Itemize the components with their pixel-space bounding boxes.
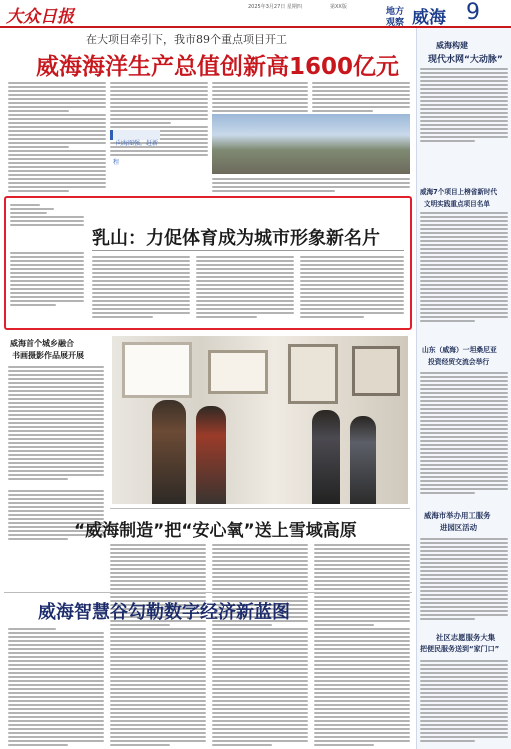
photo-person-2 <box>196 406 226 504</box>
sidebar-headline-5b: 把便民服务送到“家门口” <box>420 645 500 653</box>
sidebar-text-4 <box>420 538 508 620</box>
place-name: 威海 <box>412 8 446 28</box>
masthead-date: 2025年3月27日 星期四 <box>248 4 302 10</box>
banner-rule-top <box>110 508 410 509</box>
photo-wall-art-2 <box>208 350 268 394</box>
photo-wall-art-1 <box>122 342 192 398</box>
subhead-badge <box>110 130 160 166</box>
exhibition-photo <box>112 336 408 504</box>
main-article-col-3 <box>212 82 308 116</box>
masthead-edition: 第XX版 <box>330 4 347 10</box>
banner-headline: “威海制造”把“安心氧”送上雪域高原 <box>74 521 357 541</box>
sidebar-headline-4b: 进园区活动 <box>440 523 477 532</box>
sidebar-headline-3b: 投资经贸交流会举行 <box>428 358 490 366</box>
bottom-col-2 <box>110 628 206 746</box>
feature-title: 乳山：力促体育成为城市形象新名片 <box>92 228 380 249</box>
photo-wall-art-4 <box>352 346 400 396</box>
feature-col-2 <box>196 256 294 318</box>
bottom-col-1 <box>8 628 104 746</box>
main-article-col-4 <box>312 82 410 112</box>
sidebar-text-3 <box>420 372 508 494</box>
sidebar-text-5 <box>420 660 508 742</box>
photo-person-4 <box>350 416 376 504</box>
main-headline: 威海海洋生产总值创新高1600亿元 <box>36 54 400 80</box>
bottom-headline: 威海智慧谷勾勒数字经济新蓝图 <box>38 602 290 623</box>
bottom-col-3 <box>212 628 308 746</box>
left-headline-b: 书画摄影作品展开展 <box>12 351 84 360</box>
sidebar-headline-4: 威海市举办用工服务 <box>424 511 491 520</box>
sidebar-headline-1: 威海构建 <box>436 41 468 50</box>
kicker: 在大项目牵引下，我市89个重点项目开工 <box>86 33 287 46</box>
sidebar-headline-1b: 现代水网“大动脉” <box>428 55 503 65</box>
subhead-text: 向海图强，赶新程 <box>113 140 159 166</box>
left-article-italic <box>8 366 104 480</box>
feature-byline <box>10 204 84 226</box>
sidebar-headline-5: 社区志愿服务大集 <box>436 633 496 642</box>
photo-person-3 <box>312 410 340 504</box>
bottom-rule <box>4 592 412 593</box>
main-article-photo <box>212 114 410 174</box>
section-bottom: 观察 <box>386 18 405 28</box>
left-headline: 威海首个城乡融合 <box>10 339 74 348</box>
main-article-col-1 <box>8 82 106 192</box>
banner-col-3 <box>314 544 410 626</box>
bottom-col-4 <box>314 628 410 746</box>
section-top: 地方 <box>386 7 405 17</box>
sidebar-headline-2b: 文明实践重点项目名单 <box>424 200 490 208</box>
photo-caption-main <box>212 178 410 192</box>
sidebar-headline-2: 威海7个项目上榜省新时代 <box>420 188 498 196</box>
feature-col-3 <box>300 256 404 318</box>
feature-rule <box>92 250 404 251</box>
sidebar-text-2 <box>420 212 508 322</box>
newspaper-logo: 大众日报 <box>6 7 74 27</box>
sidebar-text-1 <box>420 68 508 142</box>
photo-person-1 <box>152 400 186 504</box>
photo-wall-art-3 <box>288 344 338 404</box>
page-number: 9 <box>466 0 480 25</box>
feature-left-col <box>10 252 84 306</box>
masthead <box>0 0 511 28</box>
sidebar-headline-3: 山东（威海）一坦桑尼亚 <box>422 346 497 354</box>
feature-col-1 <box>92 256 190 318</box>
